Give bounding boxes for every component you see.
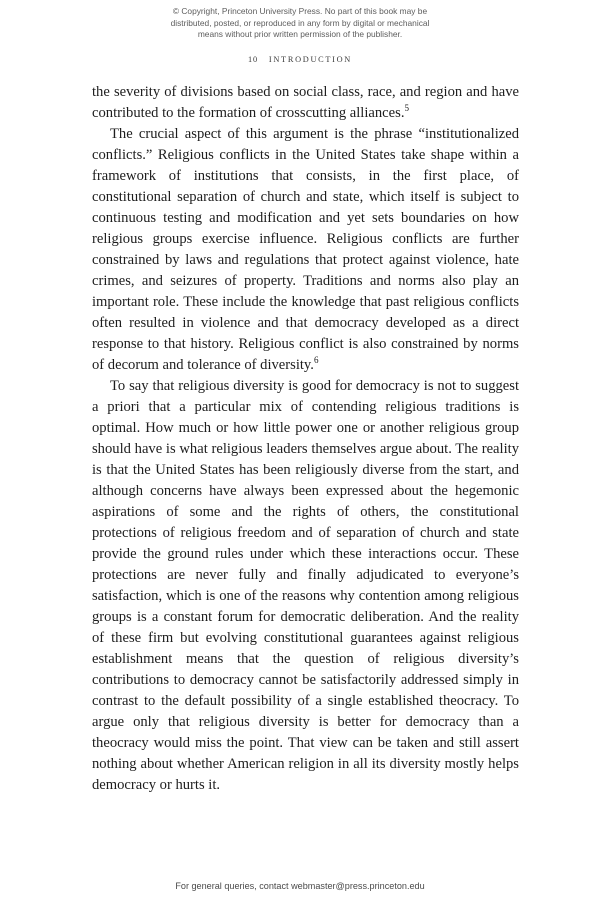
footnote-reference-5[interactable]: 5 bbox=[404, 103, 409, 114]
body-text-column bbox=[92, 82, 519, 796]
running-head-chapter-title: INTRODUCTION bbox=[268, 55, 352, 64]
copyright-line-3: means without prior written permission of the publisher. bbox=[197, 29, 403, 40]
para-continued: the severity of divisions based on social class, race, and region and have contributed to the formation of crosscutting alliances.$^5$ bbox=[92, 84, 519, 121]
page-footer: For general queries, contact webmaster@press.princeton.edu bbox=[175, 881, 425, 891]
copyright-line-1: © Copyright, Princeton University Press. No part of this book may be bbox=[172, 6, 428, 16]
page-folio-number: 10 bbox=[248, 55, 258, 64]
para-institutionalized-conflicts: The crucial aspect of this argument is the phrase “institutionalized conflicts.” Religious conflicts in the United States take shape within a framework of institutions that consists, in the first place, of constitutional separation of church and state, which itself is subject to continuous testing and modification and yet sets boundaries on how religious groups exercise influence. Religious conflicts are further constrained by laws and regulations that protect against violence, hate crimes, and seizures of property. Traditions and norms also play an important role. These include the knowledge that past religious conflicts often resulted in violence and that democracy developed as a direct response to that history. Religious conflict is also constrained by norms of decorum and tolerance of diversity.$^6$ bbox=[92, 126, 519, 373]
footnote-reference-6[interactable]: 6 bbox=[313, 355, 319, 366]
para-religious-diversity: To say that religious diversity is good for democracy is not to suggest a priori that a particular mix of contending religious traditions is optimal. How much or how little power one or another religious group should have is what religious leaders themselves argue about. The reality is that the United States has been religiously diverse from the start, and although concerns have always been expressed about the hegemonic aspirations of some and the rights of others, the constitutional protections of religious freedom and of separation of church and state provide the ground rules under which these interactions occur. These protections are never fully and finally adjudicated to everyone’s satisfaction, which is one of the reasons why contention among religious groups is a constant forum for democratic deliberation. And the reality of these firm but evolving constitutional guarantees against religious establishment means that the question of religious diversity’s contributions to democracy cannot be satisfactorily addressed simply in contrast to the default possibility of a single established theocracy. To argue only that religious diversity is better for democracy than a theocracy would miss the point. That view can be taken and still assert nothing about whether American religion in all its diversity mostly helps democracy or hurts it. bbox=[92, 378, 519, 793]
copyright-line-2: distributed, posted, or reproduced in any form by digital or mechanical bbox=[170, 17, 430, 28]
copyright-notice bbox=[128, 6, 472, 41]
running-head bbox=[0, 55, 600, 64]
